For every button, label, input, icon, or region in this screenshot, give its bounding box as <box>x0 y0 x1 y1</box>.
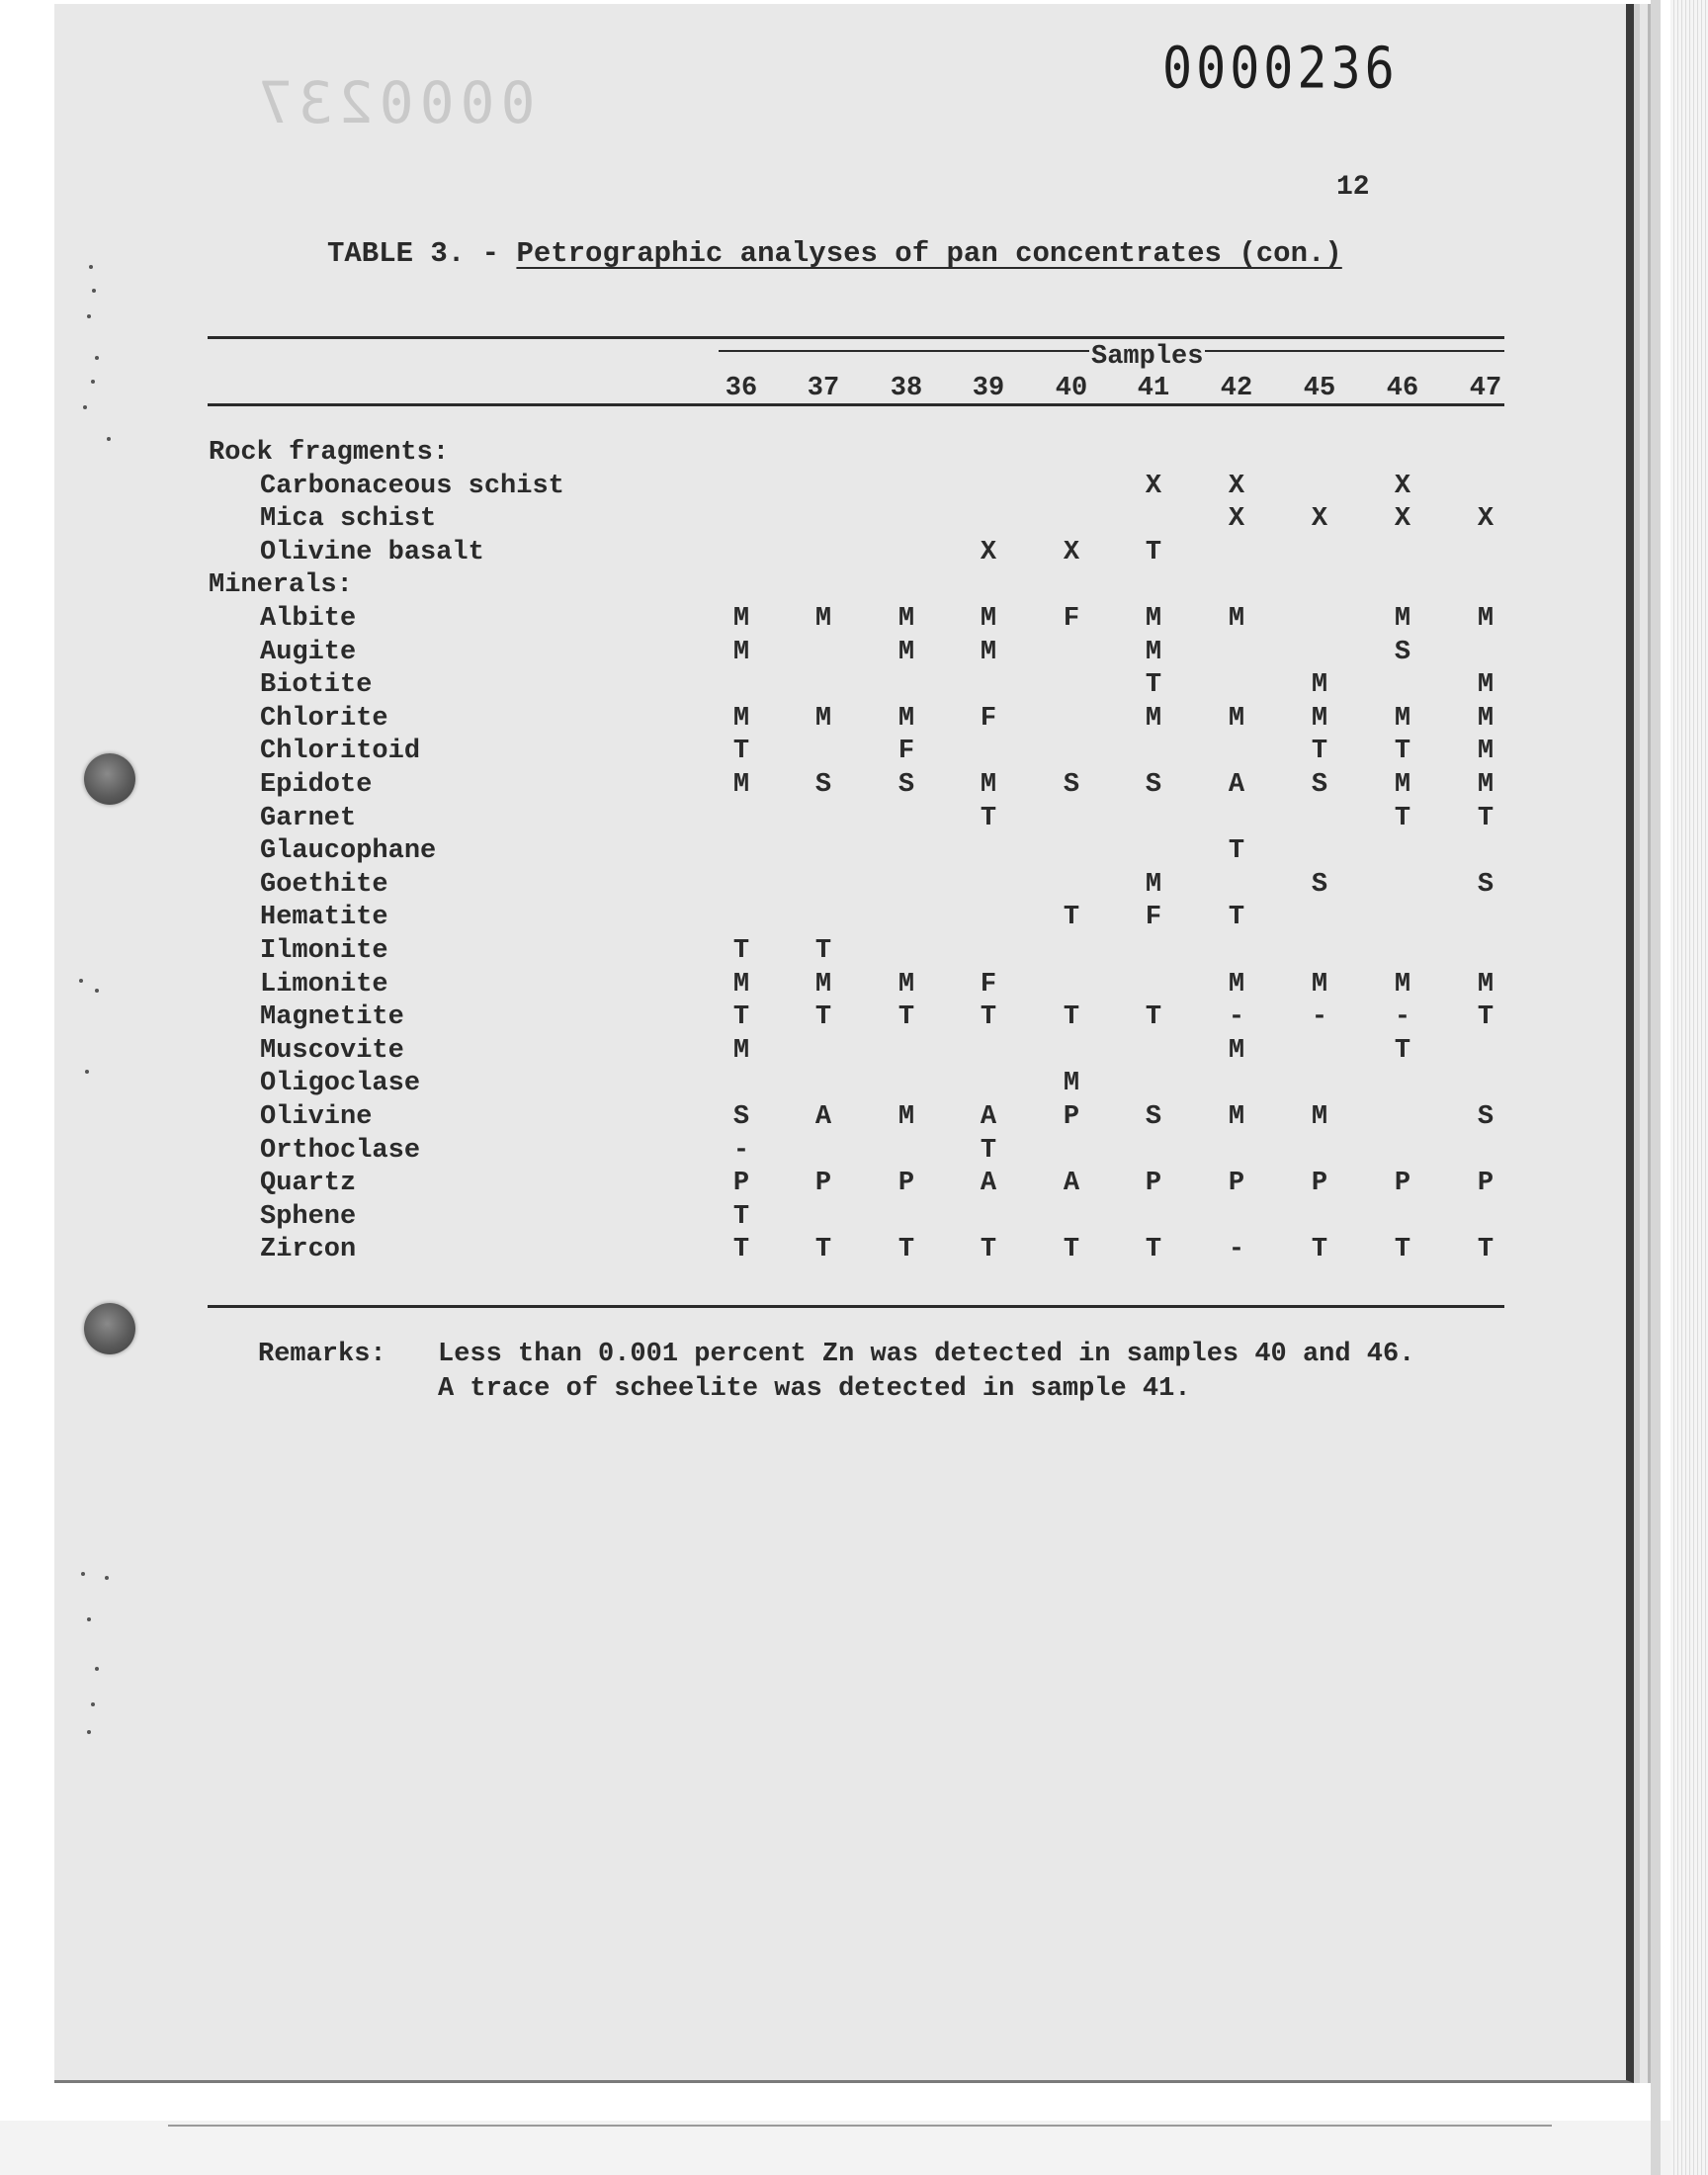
table-cell: X <box>1145 471 1162 501</box>
table-cell: T <box>1145 1235 1162 1265</box>
table-cell: S <box>1145 1102 1162 1132</box>
row-label: Goethite <box>260 869 388 900</box>
table-cell: A <box>980 1169 997 1199</box>
table-cell: M <box>1228 604 1245 634</box>
table-cell: T <box>1477 1235 1494 1265</box>
table-title <box>327 237 1342 270</box>
table-cell: T <box>1477 1002 1494 1033</box>
table-cell: X <box>1228 504 1245 535</box>
header-bottom-rule <box>208 403 1504 406</box>
table-cell: M <box>1145 703 1162 734</box>
table-cell: - <box>1311 1002 1328 1033</box>
table-cell: T <box>1228 903 1245 933</box>
table-bottom-rule <box>208 1305 1504 1308</box>
table-cell: X <box>1063 537 1080 567</box>
table-cell: F <box>897 737 915 767</box>
table-cell: S <box>1477 1102 1494 1132</box>
table-cell: M <box>1311 969 1328 1000</box>
page-number: 12 <box>1336 172 1370 203</box>
table-cell: P <box>1477 1169 1494 1199</box>
scan-right-margin <box>1670 0 1708 2175</box>
table-cell: S <box>1477 869 1494 900</box>
scan-right-edge <box>1651 0 1661 2175</box>
table-cell: T <box>1228 836 1245 867</box>
row-label: Albite <box>260 604 357 634</box>
remarks-line-1: Less than 0.001 percent Zn was detected in samples 40 and 46. <box>438 1340 1415 1369</box>
row-label: Chloritoid <box>260 737 421 767</box>
table-cell: T <box>980 1135 997 1166</box>
table-cell: X <box>1394 471 1411 501</box>
document-number: 0000236 <box>1162 35 1399 102</box>
table-cell: - <box>732 1135 750 1166</box>
table-cell: T <box>980 803 997 833</box>
table-cell: T <box>1394 1035 1411 1066</box>
section-label: Rock fragments: <box>209 438 450 468</box>
table-cell: S <box>1145 770 1162 800</box>
table-cell: M <box>897 604 915 634</box>
table-cell: M <box>897 969 915 1000</box>
row-label: Biotite <box>260 670 373 701</box>
bleed-through-number: 0000237 <box>252 69 536 136</box>
table-cell: F <box>1063 604 1080 634</box>
punch-hole-bottom <box>84 1303 135 1354</box>
row-label: Oligoclase <box>260 1069 421 1099</box>
row-label: Sphene <box>260 1201 357 1232</box>
remarks-label: Remarks: <box>258 1340 386 1369</box>
table-cell: T <box>814 1235 832 1265</box>
table-cell: T <box>1477 803 1494 833</box>
row-label: Zircon <box>260 1235 357 1265</box>
row-label: Augite <box>260 637 357 667</box>
table-cell: M <box>1394 969 1411 1000</box>
table-cell: M <box>732 1035 750 1066</box>
row-label: Hematite <box>260 903 388 933</box>
row-label: Olivine <box>260 1102 373 1132</box>
table-cell: T <box>732 936 750 966</box>
table-cell: M <box>1477 604 1494 634</box>
table-cell: A <box>814 1102 832 1132</box>
row-label: Limonite <box>260 969 388 1000</box>
table-cell: F <box>980 703 997 734</box>
table-cell: P <box>1228 1169 1245 1199</box>
table-cell: T <box>1311 1235 1328 1265</box>
table-cell: P <box>1145 1169 1162 1199</box>
table-cell: S <box>897 770 915 800</box>
table-cell: M <box>980 770 997 800</box>
table-top-rule <box>208 336 1504 339</box>
table-cell: P <box>1311 1169 1328 1199</box>
table-cell: M <box>814 703 832 734</box>
table-cell: M <box>1477 737 1494 767</box>
column-header: 38 <box>890 374 923 403</box>
table-cell: M <box>1311 1102 1328 1132</box>
table-cell: A <box>980 1102 997 1132</box>
row-label: Muscovite <box>260 1035 404 1066</box>
table-cell: S <box>1311 770 1328 800</box>
table-cell: S <box>732 1102 750 1132</box>
table-cell: M <box>732 770 750 800</box>
table-cell: M <box>980 604 997 634</box>
table-cell: M <box>814 604 832 634</box>
column-header: 45 <box>1303 374 1336 403</box>
table-cell: P <box>732 1169 750 1199</box>
table-cell: X <box>1394 504 1411 535</box>
column-header: 42 <box>1220 374 1253 403</box>
table-cell: T <box>732 1201 750 1232</box>
column-header: 36 <box>725 374 758 403</box>
table-cell: T <box>1311 737 1328 767</box>
table-cell: M <box>1311 703 1328 734</box>
column-header: 41 <box>1137 374 1170 403</box>
table-cell: M <box>1228 1035 1245 1066</box>
punch-hole-top <box>84 753 135 805</box>
table-cell: T <box>814 1002 832 1033</box>
table-cell: T <box>1394 803 1411 833</box>
table-cell: M <box>1145 869 1162 900</box>
table-cell: - <box>1228 1002 1245 1033</box>
table-cell: P <box>814 1169 832 1199</box>
table-cell: M <box>1394 604 1411 634</box>
table-cell: M <box>1311 670 1328 701</box>
row-label: Glaucophane <box>260 836 437 867</box>
table-cell: T <box>1145 1002 1162 1033</box>
table-cell: T <box>732 1235 750 1265</box>
table-cell: F <box>980 969 997 1000</box>
table-cell: A <box>1228 770 1245 800</box>
table-cell: X <box>1311 504 1328 535</box>
row-label: Epidote <box>260 770 373 800</box>
table-cell: M <box>1063 1069 1080 1099</box>
column-header: 40 <box>1055 374 1088 403</box>
table-cell: P <box>1394 1169 1411 1199</box>
table-cell: M <box>732 703 750 734</box>
table-title-prefix: TABLE 3. - <box>327 237 517 270</box>
table-cell: T <box>1394 737 1411 767</box>
table-cell: T <box>814 936 832 966</box>
table-cell: T <box>732 737 750 767</box>
table-cell: S <box>1063 770 1080 800</box>
remarks-line-2: A trace of scheelite was detected in sample 41. <box>438 1374 1191 1404</box>
table-cell: T <box>980 1235 997 1265</box>
table-cell: - <box>1394 1002 1411 1033</box>
row-label: Olivine basalt <box>260 537 484 567</box>
table-cell: M <box>897 703 915 734</box>
column-header: 39 <box>972 374 1005 403</box>
row-label: Mica schist <box>260 504 437 535</box>
table-cell: M <box>897 637 915 667</box>
row-label: Orthoclase <box>260 1135 421 1166</box>
row-label: Carbonaceous schist <box>260 471 564 501</box>
table-cell: S <box>814 770 832 800</box>
table-cell: T <box>1063 903 1080 933</box>
table-cell: M <box>1394 703 1411 734</box>
table-cell: M <box>1228 969 1245 1000</box>
row-label: Chlorite <box>260 703 388 734</box>
table-cell: F <box>1145 903 1162 933</box>
table-cell: T <box>1145 670 1162 701</box>
table-cell: T <box>1063 1002 1080 1033</box>
table-cell: M <box>1145 637 1162 667</box>
table-cell: M <box>1477 969 1494 1000</box>
table-cell: M <box>732 969 750 1000</box>
column-header: 37 <box>807 374 840 403</box>
table-cell: T <box>980 1002 997 1033</box>
table-cell: M <box>814 969 832 1000</box>
table-cell: M <box>1228 1102 1245 1132</box>
row-label: Ilmonite <box>260 936 388 966</box>
table-cell: M <box>980 637 997 667</box>
row-label: Magnetite <box>260 1002 404 1033</box>
table-cell: P <box>1063 1102 1080 1132</box>
table-cell: M <box>732 637 750 667</box>
table-cell: M <box>1228 703 1245 734</box>
samples-group-header: Samples <box>1091 342 1204 372</box>
table-title-main: Petrographic analyses of pan concentrates (con.) <box>516 237 1342 270</box>
table-cell: S <box>1394 637 1411 667</box>
column-header: 46 <box>1386 374 1419 403</box>
table-cell: S <box>1311 869 1328 900</box>
column-header: 47 <box>1469 374 1502 403</box>
row-label: Quartz <box>260 1169 357 1199</box>
table-cell: T <box>1145 537 1162 567</box>
table-cell: T <box>1394 1235 1411 1265</box>
table-cell: T <box>897 1002 915 1033</box>
row-label: Garnet <box>260 803 357 833</box>
section-label: Minerals: <box>209 570 353 601</box>
table-cell: T <box>1063 1235 1080 1265</box>
table-cell: M <box>1145 604 1162 634</box>
table-cell: T <box>732 1002 750 1033</box>
table-cell: X <box>980 537 997 567</box>
table-cell: M <box>897 1102 915 1132</box>
table-cell: X <box>1477 504 1494 535</box>
table-cell: M <box>1477 770 1494 800</box>
table-cell: X <box>1228 471 1245 501</box>
table-cell: M <box>1477 703 1494 734</box>
table-cell: M <box>732 604 750 634</box>
table-cell: P <box>897 1169 915 1199</box>
scan-bottom-strip <box>0 2121 1708 2175</box>
table-cell: - <box>1228 1235 1245 1265</box>
table-cell: M <box>1477 670 1494 701</box>
table-cell: M <box>1394 770 1411 800</box>
table-cell: A <box>1063 1169 1080 1199</box>
table-cell: T <box>897 1235 915 1265</box>
